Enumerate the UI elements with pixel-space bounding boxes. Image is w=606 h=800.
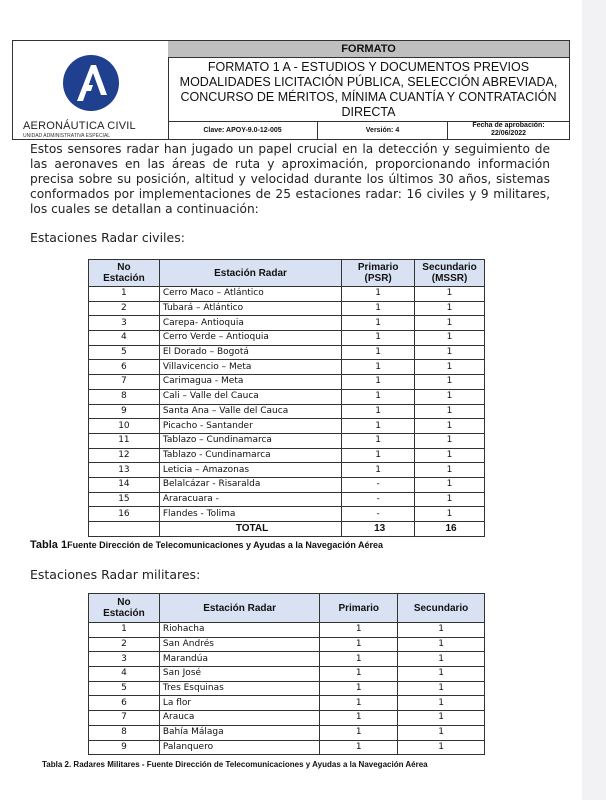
station-number: 5 — [89, 681, 160, 696]
military-section-title: Estaciones Radar militares: — [30, 567, 201, 582]
secondary-count: 1 — [398, 637, 485, 652]
primary-count: - — [342, 477, 415, 492]
station-number: 1 — [89, 287, 160, 302]
table-row — [89, 463, 485, 478]
station-name: Carepa- Antioquia — [159, 316, 341, 331]
secondary-count: 1 — [398, 623, 485, 638]
aerocivil-logo-icon — [63, 55, 119, 111]
primary-count: 1 — [320, 623, 398, 638]
secondary-count: 1 — [415, 463, 485, 478]
table-row — [89, 725, 485, 740]
table-1-caption: Tabla 1Fuente Dirección de Telecomunicaciones y Ayudas a la Navegación Aérea — [30, 539, 384, 551]
station-name: Cali – Valle del Cauca — [159, 389, 341, 404]
secondary-count: 1 — [415, 492, 485, 507]
total-row — [89, 522, 485, 537]
secondary-count: 1 — [398, 667, 485, 682]
table-row — [89, 360, 485, 375]
col-no-station: No Estación — [89, 260, 160, 287]
civil-radar-table — [88, 259, 485, 537]
station-name: Belalcázar - Risaralda — [159, 477, 341, 492]
table-row — [89, 623, 485, 638]
station-number: 9 — [89, 740, 160, 755]
table-row — [89, 696, 485, 711]
station-number: 6 — [89, 696, 160, 711]
primary-count: 1 — [342, 331, 415, 346]
intro-paragraph: Estos sensores radar han jugado un papel crucial en la detección y seguimiento de las aeronaves en las áreas de ruta y aproximación, proporcionando información precisa sobre su posición, altitud y velocidad durante los últimos 30 años, sistemas conformados por implementaciones de 25 estaciones radar: 16 civiles y 9 militares, los cuales se detallan a continuación: — [30, 142, 550, 216]
station-name: Araracuara - — [159, 492, 341, 507]
table-row — [89, 316, 485, 331]
secondary-count: 1 — [415, 287, 485, 302]
table-row — [89, 652, 485, 667]
header-meta-row — [168, 122, 569, 139]
secondary-count: 1 — [398, 652, 485, 667]
station-number: 12 — [89, 448, 160, 463]
primary-count: - — [342, 507, 415, 522]
station-number: 3 — [89, 652, 160, 667]
station-number: 5 — [89, 345, 160, 360]
approval-date-label: Fecha de aprobación: — [472, 122, 545, 129]
station-number: 8 — [89, 725, 160, 740]
primary-count: 1 — [320, 740, 398, 755]
table-row — [89, 711, 485, 726]
col-primary: Primario — [320, 594, 398, 623]
station-name: Marandúa — [159, 652, 319, 667]
primary-count: 1 — [342, 375, 415, 390]
station-number: 13 — [89, 463, 160, 478]
document-header — [12, 40, 570, 140]
secondary-count: 1 — [398, 696, 485, 711]
secondary-count: 1 — [415, 404, 485, 419]
secondary-count: 1 — [415, 375, 485, 390]
table-row — [89, 507, 485, 522]
station-number: 6 — [89, 360, 160, 375]
table-row — [89, 389, 485, 404]
primary-count: 1 — [342, 419, 415, 434]
table-row — [89, 375, 485, 390]
station-name: Bahía Málaga — [159, 725, 319, 740]
col-station-name: Estación Radar — [159, 260, 341, 287]
primary-count: 1 — [342, 433, 415, 448]
primary-count: 1 — [342, 389, 415, 404]
station-name: Arauca — [159, 711, 319, 726]
primary-count: 1 — [342, 287, 415, 302]
table-2-caption: Tabla 2. Radares Militares - Fuente Dirección de Telecomunicaciones y Ayudas a la Navegación Aérea — [42, 760, 428, 769]
primary-count: 1 — [342, 316, 415, 331]
secondary-count: 1 — [415, 389, 485, 404]
table-row — [89, 404, 485, 419]
col-station-name: Estación Radar — [159, 594, 319, 623]
table-row — [89, 433, 485, 448]
station-name: Cerro Verde – Antioquia — [159, 331, 341, 346]
station-number: 10 — [89, 419, 160, 434]
station-number: 8 — [89, 389, 160, 404]
secondary-count: 1 — [398, 711, 485, 726]
primary-count: 1 — [320, 681, 398, 696]
primary-count: 1 — [342, 301, 415, 316]
secondary-count: 1 — [398, 681, 485, 696]
station-name: La flor — [159, 696, 319, 711]
station-name: Picacho - Santander — [159, 419, 341, 434]
station-number: 7 — [89, 711, 160, 726]
civil-section-title: Estaciones Radar civiles: — [30, 230, 185, 245]
format-label: FORMATO — [168, 41, 569, 58]
station-name: Flandes - Tolima — [159, 507, 341, 522]
primary-count: 1 — [320, 696, 398, 711]
table-row — [89, 681, 485, 696]
primary-count: 1 — [320, 725, 398, 740]
secondary-count: 1 — [415, 316, 485, 331]
table-row — [89, 287, 485, 302]
secondary-count: 1 — [415, 360, 485, 375]
station-name: Tablazo - Cundinamarca — [159, 448, 341, 463]
primary-count: 1 — [342, 360, 415, 375]
station-number: 9 — [89, 404, 160, 419]
viewer-margin — [582, 0, 606, 800]
station-number: 2 — [89, 637, 160, 652]
col-no-station: No Estación — [89, 594, 160, 623]
station-name: Riohacha — [159, 623, 319, 638]
table-row — [89, 448, 485, 463]
primary-count: 1 — [320, 637, 398, 652]
total-secondary: 16 — [415, 522, 485, 537]
station-number: 1 — [89, 623, 160, 638]
military-radar-table — [88, 593, 485, 755]
station-name: Tres Esquinas — [159, 681, 319, 696]
total-primary: 13 — [342, 522, 415, 537]
station-name: Leticia – Amazonas — [159, 463, 341, 478]
station-name: Carimagua - Meta — [159, 375, 341, 390]
station-number: 4 — [89, 331, 160, 346]
org-subtitle: UNIDAD ADMINISTRATIVA ESPECIAL — [23, 133, 111, 139]
secondary-count: 1 — [415, 301, 485, 316]
station-number: 3 — [89, 316, 160, 331]
format-description: FORMATO 1 A - ESTUDIOS Y DOCUMENTOS PREVIOS MODALIDADES LICITACIÓN PÚBLICA, SELECCIÓN ABREVIADA, CONCURSO DE MÉRITOS, MÍNIMA CUANTÍA Y CONTRATACIÓN DIRECTA — [168, 58, 569, 122]
primary-count: 1 — [342, 448, 415, 463]
approval-date — [448, 122, 569, 139]
table-row — [89, 477, 485, 492]
table-row — [89, 301, 485, 316]
table-row — [89, 667, 485, 682]
approval-date-value: 22/06/2022 — [490, 130, 527, 137]
table-row — [89, 419, 485, 434]
total-label: TOTAL — [159, 522, 341, 537]
station-name: San Andrés — [159, 637, 319, 652]
station-name: Villavicencio – Meta — [159, 360, 341, 375]
station-number: 7 — [89, 375, 160, 390]
secondary-count: 1 — [398, 740, 485, 755]
col-primary: Primario (PSR) — [342, 260, 415, 287]
logo-cell — [13, 41, 169, 139]
primary-count: 1 — [342, 463, 415, 478]
primary-count: - — [342, 492, 415, 507]
version-number: Versión: 4 — [318, 122, 448, 139]
secondary-count: 1 — [415, 331, 485, 346]
station-name: El Dorado – Bogotá — [159, 345, 341, 360]
table-row — [89, 331, 485, 346]
secondary-count: 1 — [415, 419, 485, 434]
station-name: San José — [159, 667, 319, 682]
station-name: Tablazo – Cundinamarca — [159, 433, 341, 448]
station-name: Santa Ana – Valle del Cauca — [159, 404, 341, 419]
secondary-count: 1 — [415, 433, 485, 448]
secondary-count: 1 — [415, 477, 485, 492]
secondary-count: 1 — [398, 725, 485, 740]
table-row — [89, 637, 485, 652]
station-number: 14 — [89, 477, 160, 492]
table-row — [89, 492, 485, 507]
table-header-row — [89, 260, 485, 287]
station-name: Palanquero — [159, 740, 319, 755]
secondary-count: 1 — [415, 507, 485, 522]
station-number: 4 — [89, 667, 160, 682]
org-name: AERONÁUTICA CIVIL — [23, 120, 136, 132]
primary-count: 1 — [320, 652, 398, 667]
primary-count: 1 — [320, 711, 398, 726]
secondary-count: 1 — [415, 345, 485, 360]
station-name: Cerro Maco – Atlántico — [159, 287, 341, 302]
table-row — [89, 740, 485, 755]
table-header-row — [89, 594, 485, 623]
col-secondary: Secundario (MSSR) — [415, 260, 485, 287]
secondary-count: 1 — [415, 448, 485, 463]
station-number: 11 — [89, 433, 160, 448]
station-number: 15 — [89, 492, 160, 507]
primary-count: 1 — [342, 404, 415, 419]
primary-count: 1 — [342, 345, 415, 360]
table-row — [89, 345, 485, 360]
primary-count: 1 — [320, 667, 398, 682]
clave-code: Clave: APOY-9.0-12-005 — [168, 122, 318, 139]
station-number: 2 — [89, 301, 160, 316]
col-secondary: Secundario — [398, 594, 485, 623]
station-number: 16 — [89, 507, 160, 522]
station-name: Tubará – Atlántico — [159, 301, 341, 316]
